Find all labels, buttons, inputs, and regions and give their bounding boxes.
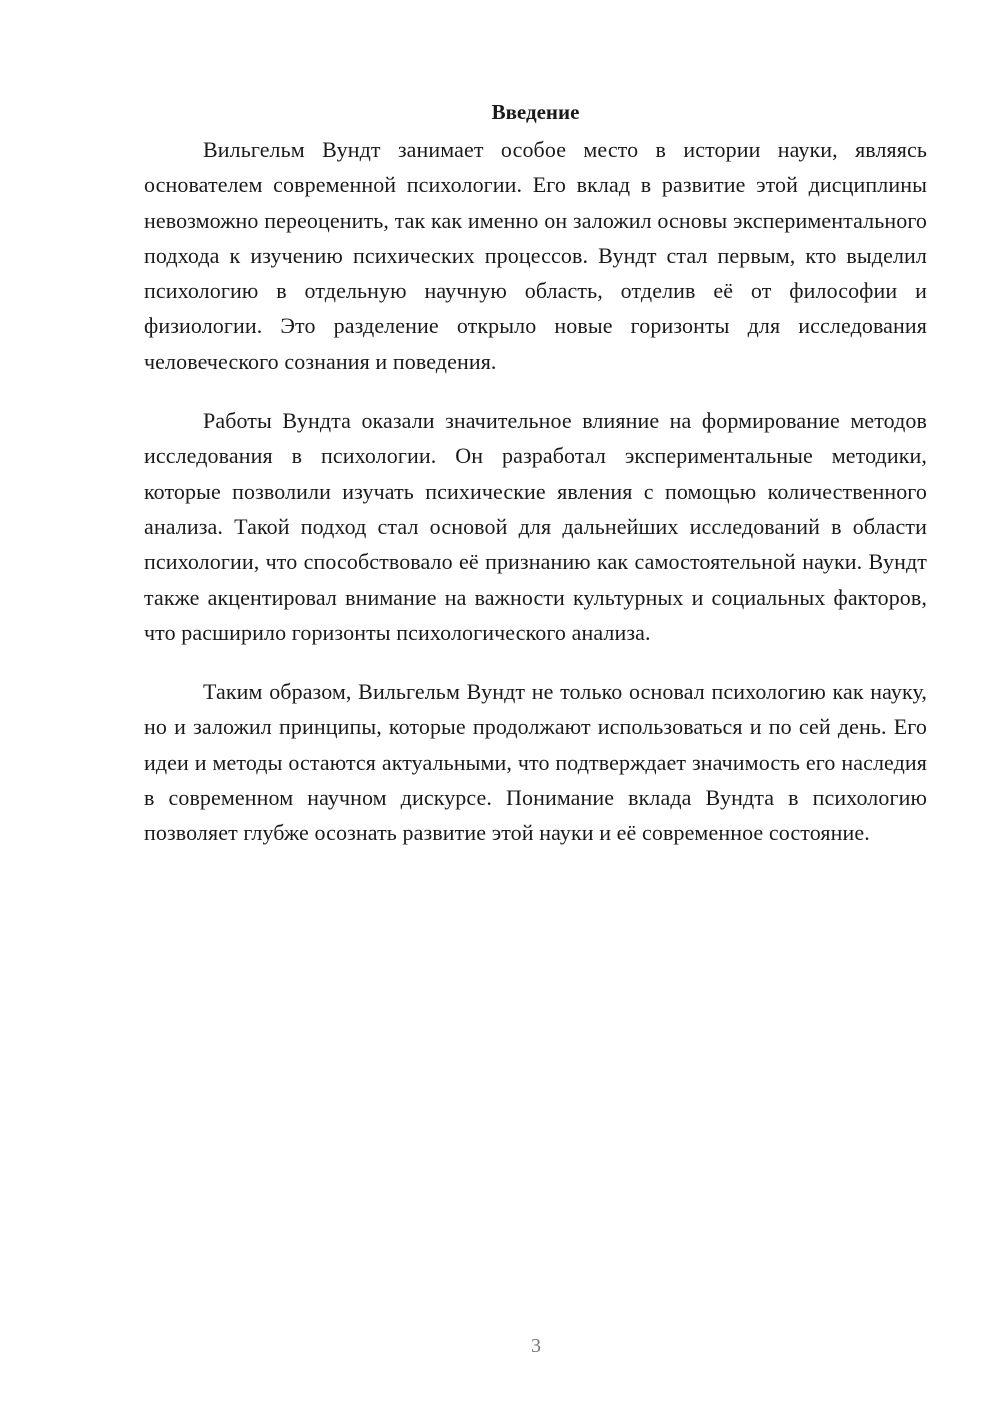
paragraph-2: Работы Вундта оказали значительное влияние на формирование методов исследования в психологии. Он разработал экспериментальные методики, которые позволили изучать психические явления с помощью количественного анализа. Такой подход стал основой для дальнейших исследований в области психологии, что способствовало её признанию как самостоятельной науки. Вундт также акцентировал внимание на важности культурных и социальных факторов, что расширило горизонты психологического анализа. <box>144 408 927 645</box>
section-heading: Введение <box>491 100 580 124</box>
page-content <box>144 96 927 875</box>
page-number: 3 <box>531 1335 541 1357</box>
paragraph-1: Вильгельм Вундт занимает особое место в истории науки, являясь основателем современной психологии. Его вклад в развитие этой дисциплины невозможно переоценить, так как именно он заложил основы экспериментального подхода к изучению психических процессов. Вундт стал первым, кто выделил психологию в отдельную научную область, отделив её от философии и физиологии. Это разделение открыло новые горизонты для исследования человеческого сознания и поведения. <box>144 137 927 374</box>
paragraph-3: Таким образом, Вильгельм Вундт не только основал психологию как науку, но и заложил принципы, которые продолжают использоваться и по сей день. Его идеи и методы остаются актуальными, что подтверждает значимость его наследия в современном научном дискурсе. Понимание вклада Вундта в психологию позволяет глубже осознать развитие этой науки и её современное состояние. <box>144 679 927 846</box>
